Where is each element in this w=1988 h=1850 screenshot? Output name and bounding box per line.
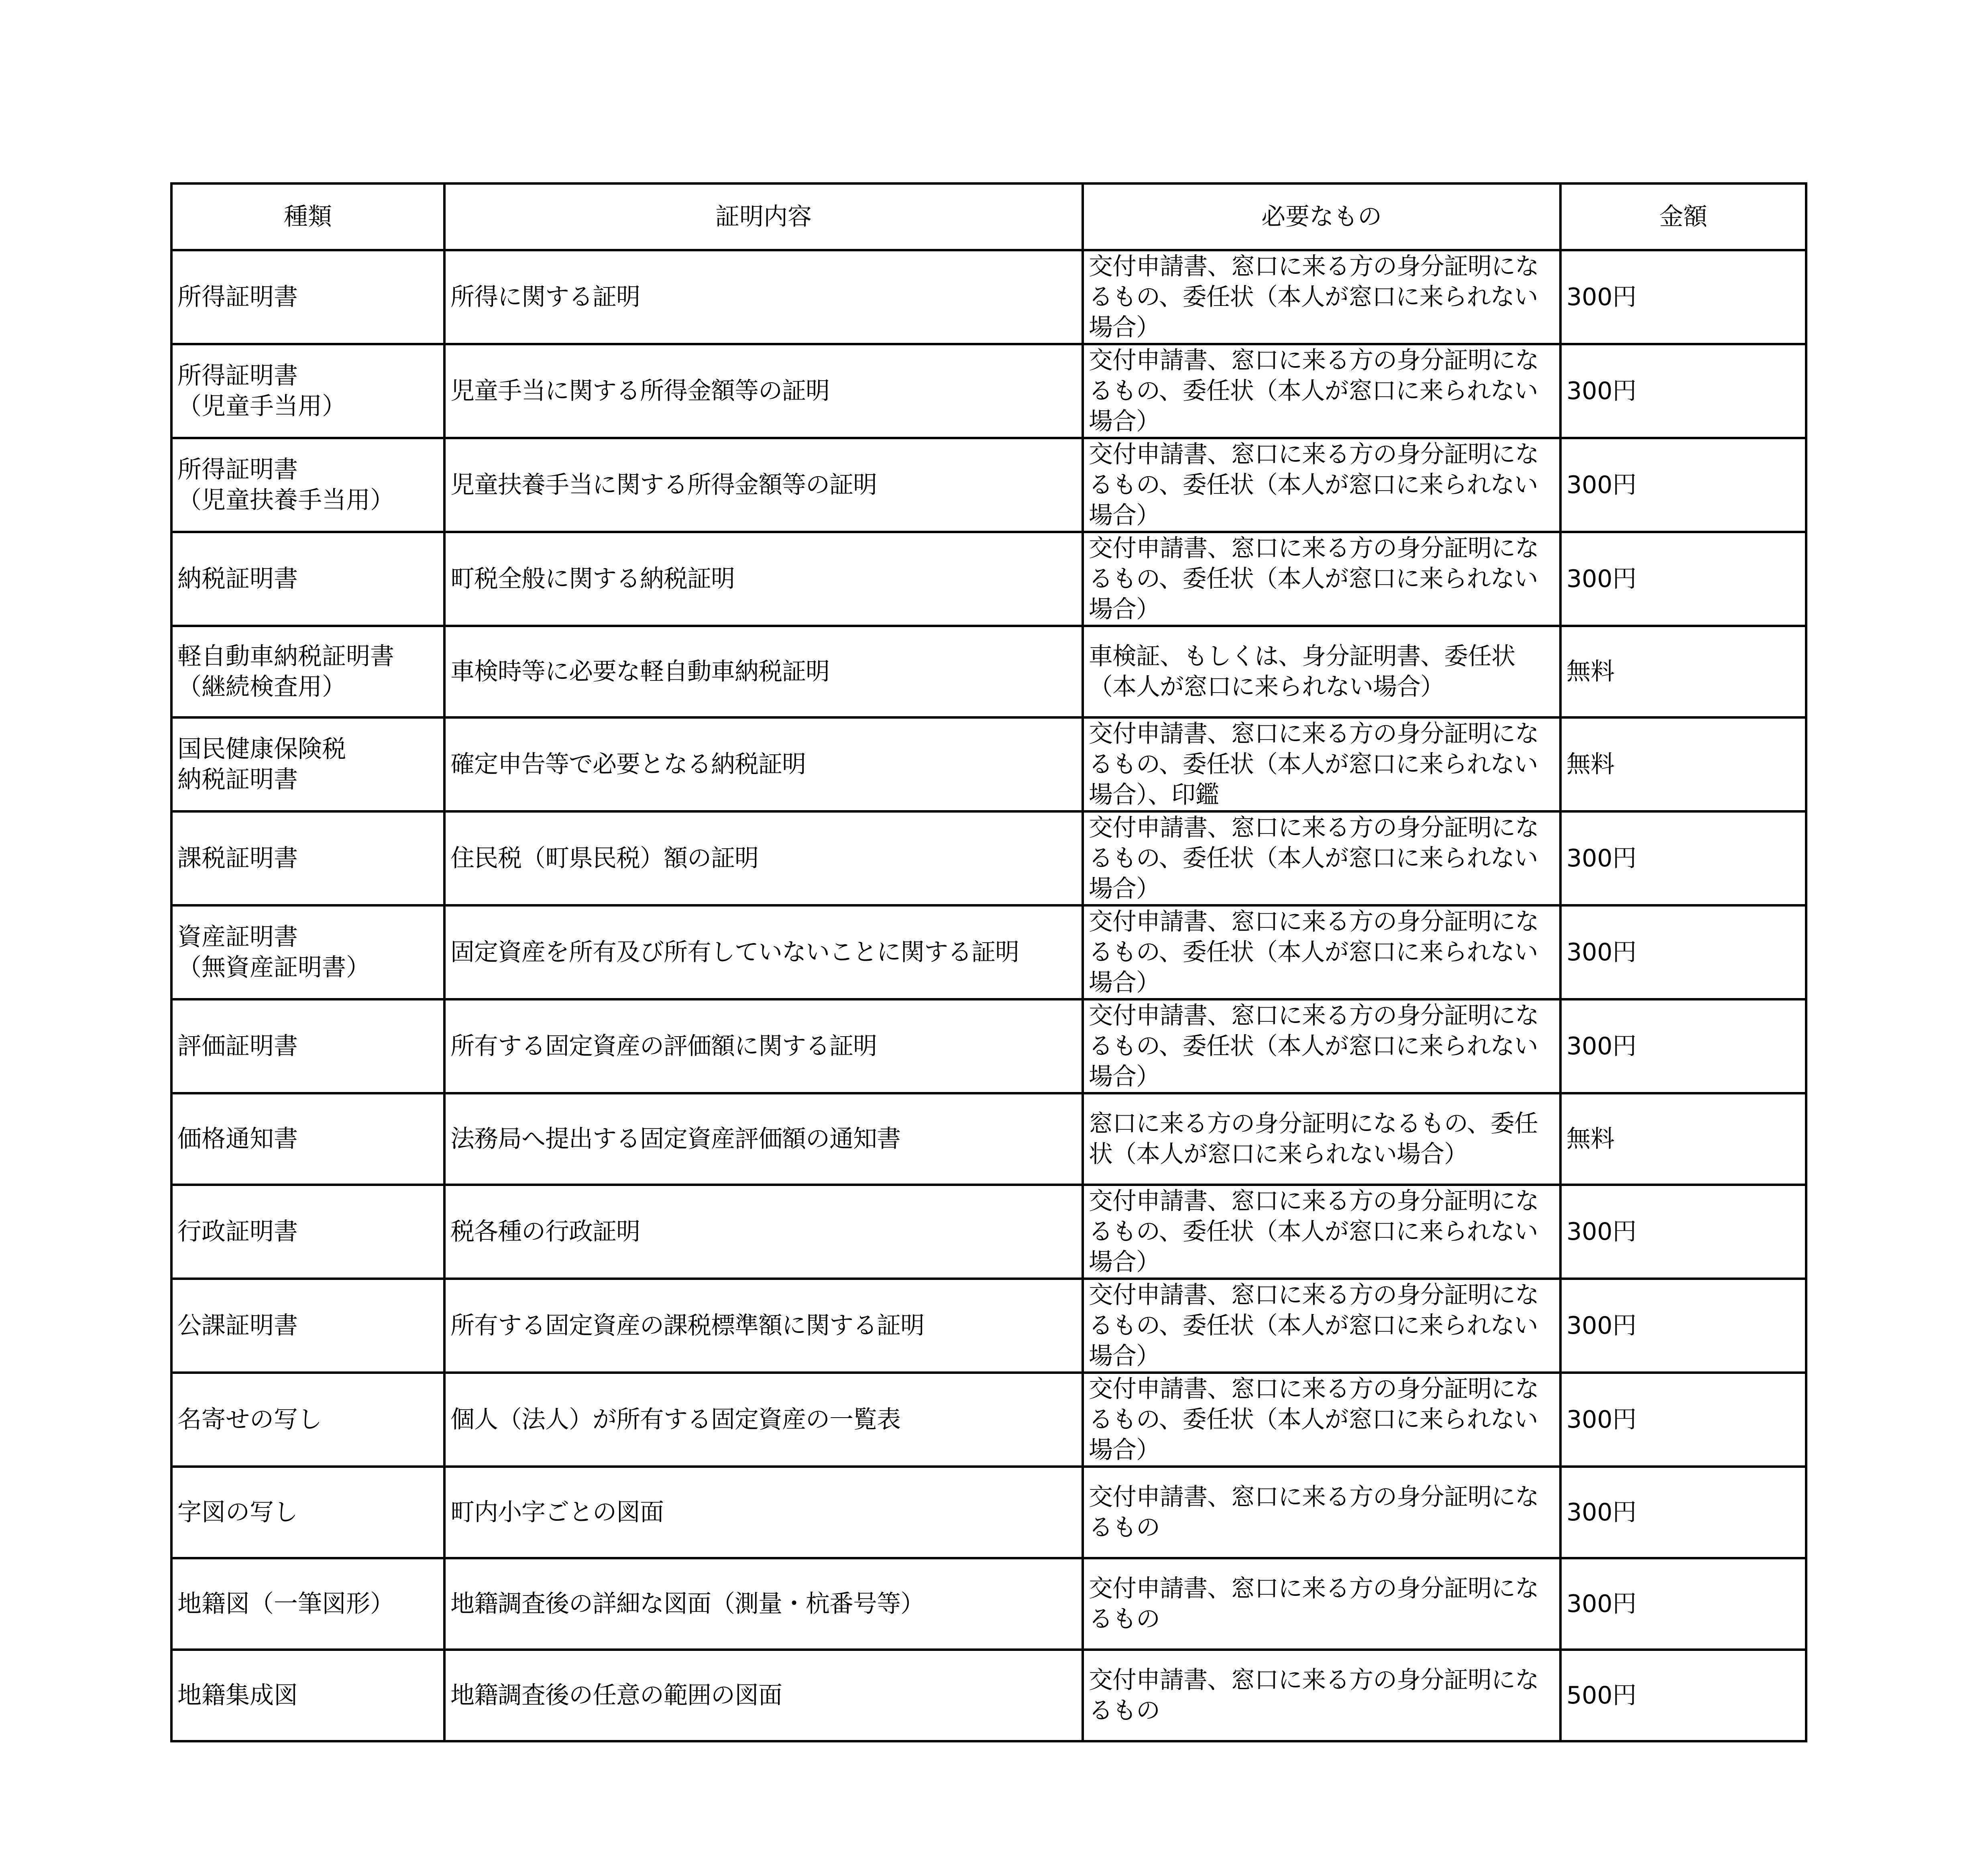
table-row [171,717,1806,811]
cell-content: 固定資産を所有及び所有していないことに関する証明 [444,905,1083,999]
table-row [171,1185,1806,1279]
cell-type: 国民健康保険税 納税証明書 [171,717,444,811]
table-row [171,811,1806,905]
cell-required: 交付申請書、窓口に来る方の身分証明になるもの、委任状（本人が窓口に来られない場合） [1083,999,1560,1093]
cell-content: 町税全般に関する納税証明 [444,532,1083,626]
cell-fee: 300円 [1560,1373,1806,1467]
table-row [171,1558,1806,1650]
cell-required: 交付申請書、窓口に来る方の身分証明になるもの、委任状（本人が窓口に来られない場合） [1083,532,1560,626]
table-row [171,905,1806,999]
header-type: 種類 [171,183,444,250]
table-row [171,1467,1806,1558]
cell-fee: 300円 [1560,1467,1806,1558]
cell-type: 軽自動車納税証明書 （継続検査用） [171,626,444,717]
cell-fee: 300円 [1560,999,1806,1093]
header-row [171,183,1806,250]
cell-fee: 無料 [1560,1093,1806,1185]
cell-fee: 300円 [1560,344,1806,438]
cell-required: 車検証、もしくは、身分証明書、委任状（本人が窓口に来られない場合） [1083,626,1560,717]
table-row [171,532,1806,626]
cell-content: 所有する固定資産の評価額に関する証明 [444,999,1083,1093]
cell-fee: 無料 [1560,626,1806,717]
cell-content: 個人（法人）が所有する固定資産の一覧表 [444,1373,1083,1467]
cell-content: 地籍調査後の詳細な図面（測量・杭番号等） [444,1558,1083,1650]
cell-fee: 300円 [1560,1279,1806,1373]
cell-required: 交付申請書、窓口に来る方の身分証明になるもの [1083,1650,1560,1741]
cell-content: 所得に関する証明 [444,250,1083,344]
cell-required: 交付申請書、窓口に来る方の身分証明になるもの、委任状（本人が窓口に来られない場合） [1083,811,1560,905]
cell-required: 交付申請書、窓口に来る方の身分証明になるもの、委任状（本人が窓口に来られない場合）、印鑑 [1083,717,1560,811]
cell-fee: 無料 [1560,717,1806,811]
cell-type: 公課証明書 [171,1279,444,1373]
cell-content: 地籍調査後の任意の範囲の図面 [444,1650,1083,1741]
cell-type: 価格通知書 [171,1093,444,1185]
cell-fee: 300円 [1560,438,1806,532]
cell-type: 字図の写し [171,1467,444,1558]
cell-content: 車検時等に必要な軽自動車納税証明 [444,626,1083,717]
table-row [171,626,1806,717]
cell-type: 納税証明書 [171,532,444,626]
cell-type: 評価証明書 [171,999,444,1093]
cell-required: 交付申請書、窓口に来る方の身分証明になるもの [1083,1558,1560,1650]
cell-required: 交付申請書、窓口に来る方の身分証明になるもの、委任状（本人が窓口に来られない場合） [1083,344,1560,438]
header-required: 必要なもの [1083,183,1560,250]
cell-fee: 300円 [1560,905,1806,999]
cell-required: 交付申請書、窓口に来る方の身分証明になるもの、委任状（本人が窓口に来られない場合） [1083,250,1560,344]
cell-required: 交付申請書、窓口に来る方の身分証明になるもの、委任状（本人が窓口に来られない場合） [1083,1185,1560,1279]
cell-content: 法務局へ提出する固定資産評価額の通知書 [444,1093,1083,1185]
cell-type: 所得証明書 [171,250,444,344]
cell-content: 税各種の行政証明 [444,1185,1083,1279]
cell-type: 地籍集成図 [171,1650,444,1741]
cell-type: 行政証明書 [171,1185,444,1279]
cell-type: 所得証明書 （児童手当用） [171,344,444,438]
cell-content: 所有する固定資産の課税標準額に関する証明 [444,1279,1083,1373]
table-row [171,999,1806,1093]
certificate-fee-table [170,182,1807,1742]
header-content: 証明内容 [444,183,1083,250]
header-fee: 金額 [1560,183,1806,250]
table-row [171,1650,1806,1741]
cell-fee: 300円 [1560,1185,1806,1279]
cell-type: 地籍図（一筆図形） [171,1558,444,1650]
cell-fee: 500円 [1560,1650,1806,1741]
cell-type: 資産証明書 （無資産証明書） [171,905,444,999]
table-body [171,250,1806,1741]
table-row [171,1373,1806,1467]
cell-required: 交付申請書、窓口に来る方の身分証明になるもの、委任状（本人が窓口に来られない場合） [1083,438,1560,532]
table-row [171,250,1806,344]
cell-content: 確定申告等で必要となる納税証明 [444,717,1083,811]
cell-type: 名寄せの写し [171,1373,444,1467]
cell-content: 住民税（町県民税）額の証明 [444,811,1083,905]
cell-required: 交付申請書、窓口に来る方の身分証明になるもの [1083,1467,1560,1558]
table-row [171,344,1806,438]
cell-content: 児童手当に関する所得金額等の証明 [444,344,1083,438]
cell-required: 交付申請書、窓口に来る方の身分証明になるもの、委任状（本人が窓口に来られない場合） [1083,1279,1560,1373]
cell-content: 町内小字ごとの図面 [444,1467,1083,1558]
table-header [171,183,1806,250]
cell-fee: 300円 [1560,250,1806,344]
cell-content: 児童扶養手当に関する所得金額等の証明 [444,438,1083,532]
table-row [171,438,1806,532]
table-row [171,1093,1806,1185]
cell-required: 交付申請書、窓口に来る方の身分証明になるもの、委任状（本人が窓口に来られない場合） [1083,1373,1560,1467]
cell-fee: 300円 [1560,811,1806,905]
cell-fee: 300円 [1560,1558,1806,1650]
cell-required: 交付申請書、窓口に来る方の身分証明になるもの、委任状（本人が窓口に来られない場合） [1083,905,1560,999]
cell-required: 窓口に来る方の身分証明になるもの、委任状（本人が窓口に来られない場合） [1083,1093,1560,1185]
cell-fee: 300円 [1560,532,1806,626]
table-row [171,1279,1806,1373]
cell-type: 所得証明書 （児童扶養手当用） [171,438,444,532]
cell-type: 課税証明書 [171,811,444,905]
